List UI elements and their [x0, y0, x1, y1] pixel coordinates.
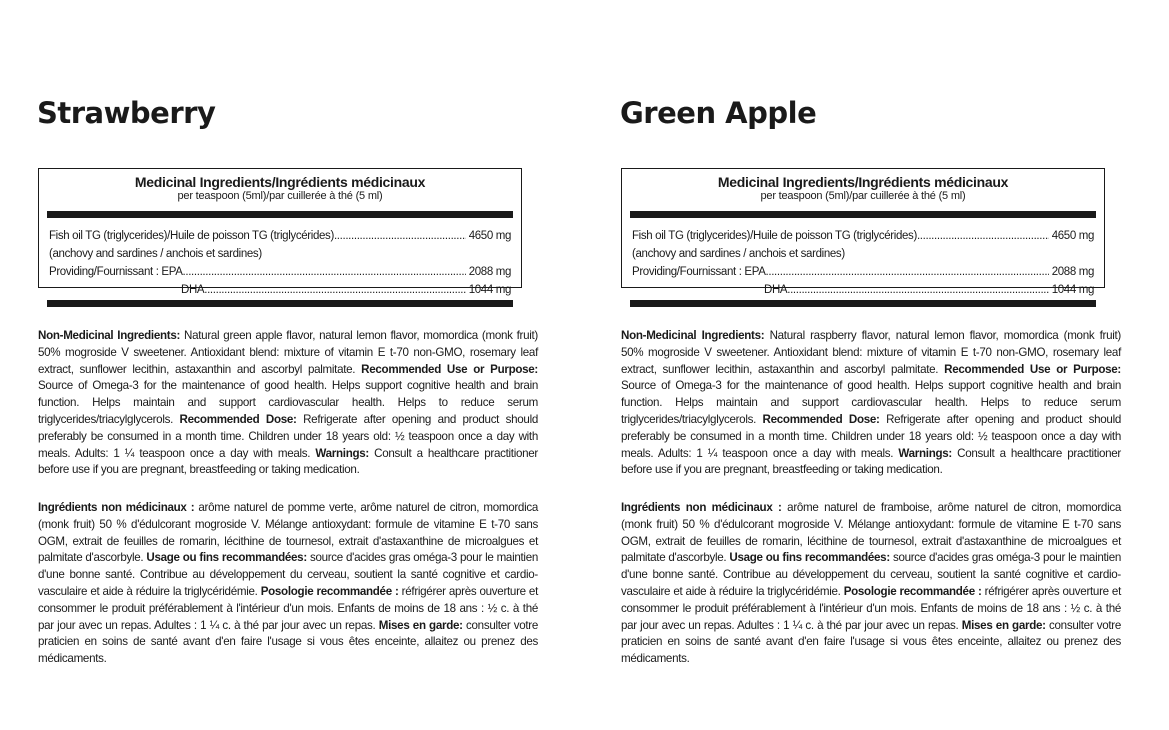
epa-amount: 2088 mg [1051, 266, 1094, 278]
facts-header [39, 169, 521, 202]
use-text: source d'acides gras oméga-3 pour le maintien d'une bonne santé. Contribue au développement du cerveau, soutient la santé cognitive et cardio-vasculaire et aide à réduire la triglycéridémie. [38, 551, 538, 598]
nmi-label: Ingrédients non médicinaux : [38, 501, 195, 514]
dha-row [49, 281, 511, 299]
use-text: source d'acides gras oméga-3 pour le maintien d'une bonne santé. Contribue au développement du cerveau, soutient la santé cognitive et cardio-vasculaire et aide à réduire la triglycéridémie. [621, 551, 1121, 598]
source-note: (anchovy and sardines / anchois et sardines) [49, 248, 262, 260]
dose-label: Posologie recommandée : [843, 584, 982, 598]
dose-text: réfrigérer après ouverture et consommer le produit préférablement à l'intérieur d'un mois. Enfants de moins de 18 ans : ½ c. à thé par jour avec un repas. Adultes : 1 ¼ c. à thé par jour avec un repas. [621, 584, 1121, 632]
use-label: Usage ou fins recommandées: [146, 551, 307, 565]
warnings-text: Consult a healthcare practitioner before use if you are pregnant, breastfeeding or taking medication. [621, 446, 1121, 477]
leader-dots [183, 263, 466, 281]
leader-dots [787, 281, 1048, 299]
facts-header [622, 169, 1104, 202]
nmi-text: Natural raspberry flavor, natural lemon flavor, momordica (monk fruit) 50% mogroside V sweetener. Antioxidant blend: mixture of vitamin E t-70 non-GMO, rosemary leaf extract, sunflower lecithin, astaxanthin and ascorbyl palmitate. [621, 329, 1121, 376]
english-info-paragraph [621, 328, 1121, 479]
fish-oil-label: Fish oil TG (triglycerides)/Huile de poisson TG (triglycérides) [632, 230, 917, 242]
facts-subheading: per teaspoon (5ml)/par cuillerée à thé (5 ml) [177, 190, 383, 202]
nmi-label: Non-Medicinal Ingredients: [621, 329, 765, 342]
warnings-text: consulter votre praticien en soins de santé avant d'en faire l'usage si vous êtes enceinte, allaitez ou prenez des médicaments. [38, 618, 538, 666]
facts-heading: Medicinal Ingredients/Ingrédients médicinaux [134, 174, 426, 190]
warnings-text: Consult a healthcare practitioner before use if you are pregnant, breastfeeding or taking medication. [38, 446, 538, 477]
flavor-title: Green Apple [620, 96, 817, 130]
warnings-label: Mises en garde: [961, 618, 1046, 632]
nmi-text: arôme naturel de pomme verte, arôme naturel de citron, momordica (monk fruit) 50 % d'édulcorant mogroside V. Mélange antioxydant: formule de vitamine E t-70 sans OGM, extrait de feuilles de romarin, lécithine de tournesol, extrait d'astaxanthine de microalgues et palmitate d'ascorbyle. [38, 501, 538, 565]
dose-label: Recommended Dose: [179, 412, 297, 426]
epa-amount: 2088 mg [468, 266, 511, 278]
fish-oil-row [49, 227, 511, 245]
dha-label: DHA [764, 284, 788, 296]
source-note: (anchovy and sardines / anchois et sardines) [632, 248, 845, 260]
epa-label: Providing/Fournissant : EPA [49, 266, 183, 278]
facts-divider-top [47, 211, 513, 218]
dha-amount: 1044 mg [1051, 284, 1094, 296]
fish-oil-label: Fish oil TG (triglycerides)/Huile de poisson TG (triglycérides) [49, 230, 334, 242]
use-label: Usage ou fins recommandées: [729, 551, 890, 565]
source-note-row [632, 245, 1094, 263]
use-text: Source of Omega-3 for the maintenance of good health. Helps support cognitive health and brain function. Helps maintain and support cardiovascular health. Helps to reduce serum triglycerides/triacylglycerols. [621, 379, 1121, 426]
epa-label: Providing/Fournissant : EPA [632, 266, 766, 278]
fish-oil-row [632, 227, 1094, 245]
warnings-label: Warnings: [315, 446, 369, 460]
flavor-title: Strawberry [37, 96, 216, 130]
facts-divider-top [630, 211, 1096, 218]
nmi-text: Natural green apple flavor, natural lemon flavor, momordica (monk fruit) 50% mogroside V sweetener. Antioxidant blend: mixture of vitamin E t-70 non-GMO, rosemary leaf extract, sunflower lecithin, astaxanthin and ascorbyl palmitate. [38, 329, 538, 376]
dose-label: Posologie recommandée : [260, 584, 399, 598]
nmi-label: Ingrédients non médicinaux : [621, 501, 782, 514]
facts-rows [632, 227, 1094, 299]
dose-text: Refrigerate after opening and product should preferably be consumed in a month time. Children under 18 years old: ½ teaspoon once a day with meals. Adults: 1 ¼ teaspoon once a day with meals. [621, 412, 1121, 460]
facts-heading: Medicinal Ingredients/Ingrédients médicinaux [717, 174, 1009, 190]
use-label: Recommended Use or Purpose: [944, 362, 1121, 376]
warnings-label: Mises en garde: [378, 618, 463, 632]
nmi-label: Non-Medicinal Ingredients: [38, 329, 181, 342]
facts-divider-bottom [630, 300, 1096, 307]
fish-oil-amount: 4650 mg [468, 230, 511, 242]
dha-amount: 1044 mg [468, 284, 511, 296]
source-note-row [49, 245, 511, 263]
english-info-paragraph [38, 328, 538, 479]
use-text: Source of Omega-3 for the maintenance of good health. Helps support cognitive health and brain function. Helps maintain and support cardiovascular health. Helps to reduce serum triglycerides/triacylglycerols. [38, 379, 538, 426]
leader-dots [204, 281, 465, 299]
epa-row [632, 263, 1094, 281]
nmi-text: arôme naturel de framboise, arôme naturel de citron, momordica (monk fruit) 50 % d'édulcorant mogroside V. Mélange antioxydant: formule de vitamine E t-70 sans OGM, extrait de feuilles de romarin, lécithine de tournesol, extrait d'astaxanthine de microalgues et palmitate d'ascorbyle. [621, 501, 1121, 565]
medicinal-ingredients-box [38, 168, 522, 296]
medicinal-ingredients-box [621, 168, 1105, 296]
dose-text: réfrigérer après ouverture et consommer le produit préférablement à l'intérieur d'un mois. Enfants de moins de 18 ans : ½ c. à thé par jour avec un repas. Adultes : 1 ¼ c. à thé par jour avec un repas. [38, 584, 538, 632]
facts-rows [49, 227, 511, 299]
leader-dots [917, 227, 1049, 245]
french-info-paragraph [38, 500, 538, 668]
facts-subheading: per teaspoon (5ml)/par cuillerée à thé (5 ml) [760, 190, 966, 202]
warnings-label: Warnings: [898, 446, 952, 460]
epa-row [49, 263, 511, 281]
fish-oil-amount: 4650 mg [1051, 230, 1094, 242]
use-label: Recommended Use or Purpose: [361, 362, 538, 376]
dose-label: Recommended Dose: [762, 412, 880, 426]
french-info-paragraph [621, 500, 1121, 668]
dha-label: DHA [181, 284, 205, 296]
leader-dots [334, 227, 466, 245]
dha-row [632, 281, 1094, 299]
dose-text: Refrigerate after opening and product should preferably be consumed in a month time. Children under 18 years old: ½ teaspoon once a day with meals. Adults: 1 ¼ teaspoon once a day with meals. [38, 412, 538, 460]
leader-dots [766, 263, 1049, 281]
facts-divider-bottom [47, 300, 513, 307]
warnings-text: consulter votre praticien en soins de santé avant d'en faire l'usage si vous êtes enceinte, allaitez ou prenez des médicaments. [621, 618, 1121, 666]
